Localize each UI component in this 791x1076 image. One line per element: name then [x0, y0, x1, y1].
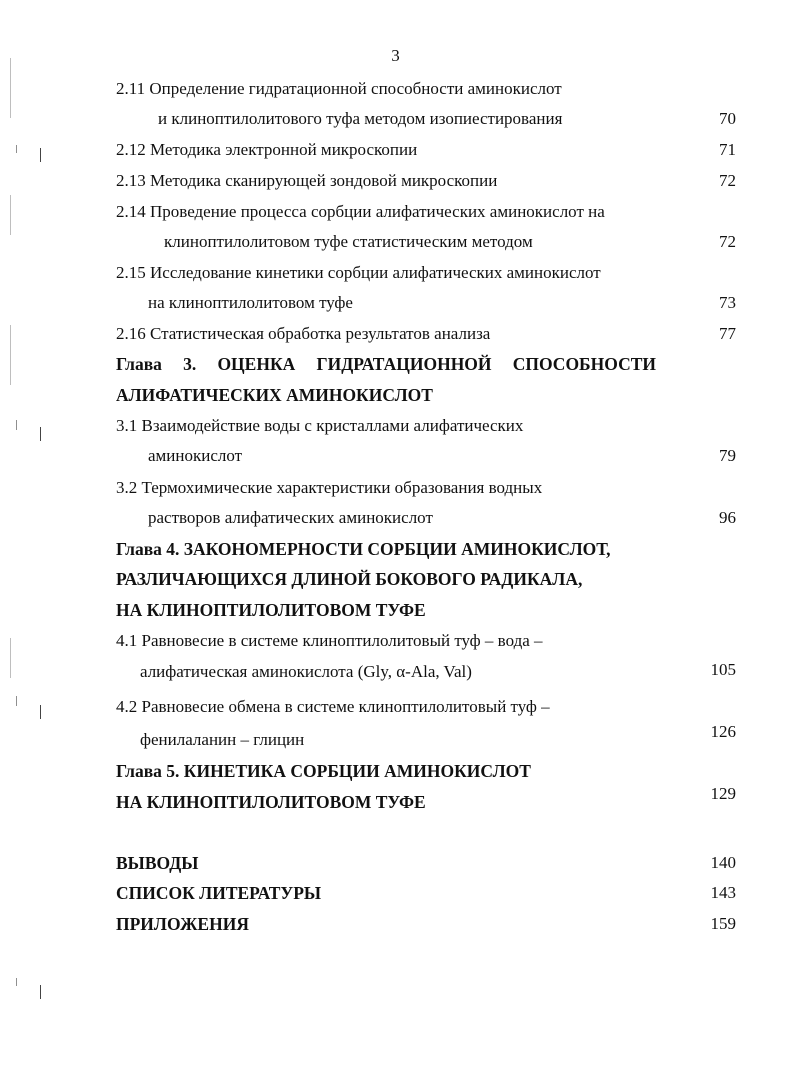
- scan-artifact-mark: [40, 985, 41, 999]
- toc-entry-4-2-line2: фенилаланин – глицин: [140, 730, 305, 749]
- scan-artifact-mark: [16, 696, 17, 706]
- toc-entry-3-2-page: 96: [719, 508, 736, 527]
- scan-artifact-mark: [10, 638, 11, 678]
- toc-entry-2-15-page: 73: [719, 293, 736, 312]
- toc-entry-2-15-line1: 2.15 Исследование кинетики сорбции алифатических аминокислот: [116, 263, 601, 282]
- chapter-3-heading-line2: АЛИФАТИЧЕСКИХ АМИНОКИСЛОТ: [116, 385, 433, 405]
- scan-artifact-mark: [40, 148, 41, 162]
- scan-artifact-mark: [40, 705, 41, 719]
- scan-artifact-mark: [40, 427, 41, 441]
- toc-entry-2-15-line2: на клиноптилолитовом туфе: [148, 293, 353, 312]
- toc-entry-2-14-line1: 2.14 Проведение процесса сорбции алифатических аминокислот на: [116, 202, 605, 221]
- scan-artifact-mark: [16, 978, 17, 986]
- appendices-heading: ПРИЛОЖЕНИЯ: [116, 914, 249, 934]
- toc-entry-2-16: 2.16 Статистическая обработка результатов анализа: [116, 324, 491, 343]
- toc-entry-3-2-line2: растворов алифатических аминокислот: [148, 508, 433, 527]
- conclusions-page: 140: [710, 853, 736, 872]
- toc-entry-2-14-page: 72: [719, 232, 736, 251]
- page-number: 3: [391, 46, 400, 65]
- chapter-5-heading-line2: НА КЛИНОПТИЛОЛИТОВОМ ТУФЕ: [116, 792, 426, 812]
- toc-entry-4-1-page: 105: [710, 660, 736, 679]
- toc-entry-3-1-line2: аминокислот: [148, 446, 243, 465]
- toc-entry-4-1-line1: 4.1 Равновесие в системе клиноптилолитовый туф – вода –: [116, 631, 543, 650]
- toc-entry-2-11-line2: и клиноптилолитового туфа методом изопиестирования: [158, 109, 563, 128]
- scan-artifact-mark: [10, 195, 11, 235]
- chapter-5-page: 129: [710, 784, 736, 803]
- chapter-3-heading-line1: Глава 3. ОЦЕНКА ГИДРАТАЦИОННОЙ СПОСОБНОСТИ: [116, 354, 656, 374]
- scan-artifact-mark: [16, 145, 17, 153]
- scan-artifact-mark: [16, 420, 17, 430]
- toc-entry-3-1-line1: 3.1 Взаимодействие воды с кристаллами алифатических: [116, 416, 524, 435]
- chapter-4-heading-line2: РАЗЛИЧАЮЩИХСЯ ДЛИНОЙ БОКОВОГО РАДИКАЛА,: [116, 569, 583, 589]
- toc-entry-2-11-line1: 2.11 Определение гидратационной способности аминокислот: [116, 79, 562, 98]
- references-page: 143: [710, 883, 736, 902]
- toc-entry-2-12-page: 71: [719, 140, 736, 159]
- scan-artifact-mark: [10, 325, 11, 385]
- appendices-page: 159: [710, 914, 736, 933]
- toc-entry-3-2-line1: 3.2 Термохимические характеристики образования водных: [116, 478, 543, 497]
- chapter-4-heading-line3: НА КЛИНОПТИЛОЛИТОВОМ ТУФЕ: [116, 600, 426, 620]
- toc-entry-2-12: 2.12 Методика электронной микроскопии: [116, 140, 418, 159]
- toc-entry-3-1-page: 79: [719, 446, 736, 465]
- chapter-5-heading-line1: Глава 5. КИНЕТИКА СОРБЦИИ АМИНОКИСЛОТ: [116, 761, 531, 781]
- toc-entry-4-2-line1: 4.2 Равновесие обмена в системе клиноптилолитовый туф –: [116, 697, 550, 716]
- toc-entry-2-14-line2: клиноптилолитовом туфе статистическим методом: [164, 232, 533, 251]
- toc-entry-2-11-page: 70: [719, 109, 736, 128]
- conclusions-heading: ВЫВОДЫ: [116, 853, 199, 873]
- references-heading: СПИСОК ЛИТЕРАТУРЫ: [116, 883, 322, 903]
- chapter-4-heading-line1: Глава 4. ЗАКОНОМЕРНОСТИ СОРБЦИИ АМИНОКИСЛОТ,: [116, 539, 611, 559]
- toc-entry-4-2-page: 126: [710, 722, 736, 741]
- scan-artifact-mark: [10, 58, 11, 118]
- toc-entry-2-16-page: 77: [719, 324, 736, 343]
- toc-entry-2-13: 2.13 Методика сканирующей зондовой микроскопии: [116, 171, 498, 190]
- toc-entry-4-1-line2: алифатическая аминокислота (Gly, α-Ala, Val): [140, 662, 472, 681]
- toc-entry-2-13-page: 72: [719, 171, 736, 190]
